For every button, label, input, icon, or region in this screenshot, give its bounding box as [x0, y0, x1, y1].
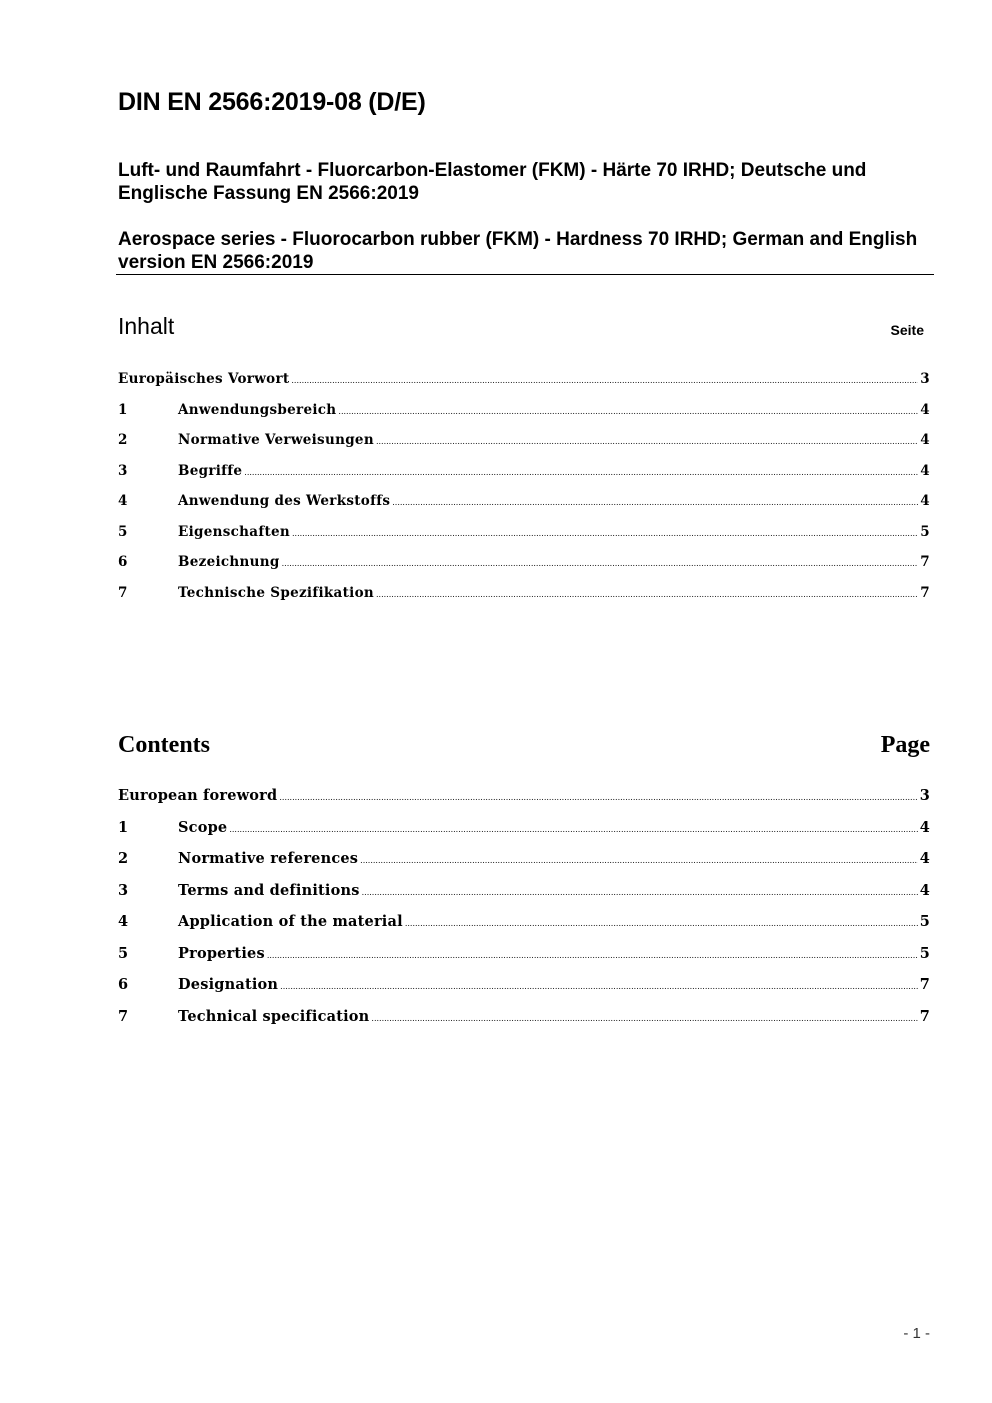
toc-leader-dots — [362, 888, 918, 897]
toc-leader-dots — [229, 825, 917, 834]
toc-leader-dots — [376, 437, 918, 446]
toc-leader-dots — [292, 529, 918, 538]
toc-entry-label: Eigenschaften — [178, 523, 290, 540]
toc-entry-number: 3 — [118, 881, 129, 899]
toc-entry-label: Terms and definitions — [178, 881, 360, 899]
toc-leader-dots — [371, 1014, 917, 1023]
toc-entry[interactable] — [118, 1008, 930, 1040]
toc-entry-page: 4 — [919, 818, 930, 836]
toc-entry-label: Europäisches Vorwort — [118, 371, 290, 387]
toc-entry-page: 5 — [919, 944, 930, 962]
toc-entry-number: 4 — [118, 913, 129, 930]
toc-entry-number: 7 — [118, 1007, 129, 1025]
toc-entry-label: Application of the material — [178, 913, 403, 930]
toc-entry[interactable] — [118, 463, 930, 494]
toc-page-label-english: Page — [880, 732, 930, 758]
toc-entry[interactable] — [118, 432, 930, 463]
toc-entry-page: 7 — [919, 976, 930, 993]
toc-entry-label: Properties — [178, 944, 265, 962]
toc-entry[interactable] — [118, 493, 930, 524]
toc-leader-dots — [244, 468, 918, 477]
toc-entry-number: 5 — [118, 944, 129, 962]
toc-entry[interactable] — [118, 585, 930, 616]
toc-entry[interactable] — [118, 554, 930, 585]
toc-entry-number: 2 — [118, 432, 128, 448]
toc-entry-number: 1 — [118, 401, 128, 418]
toc-entry-label: Technical specification — [178, 1007, 370, 1025]
toc-entry-page: 7 — [920, 554, 930, 570]
toc-entry[interactable] — [118, 371, 930, 402]
toc-entry-page: 7 — [920, 584, 930, 601]
toc-entry-page: 3 — [919, 787, 930, 804]
toc-entry[interactable] — [118, 945, 930, 977]
toc-entry[interactable] — [118, 913, 930, 945]
toc-header-german — [118, 313, 926, 347]
toc-heading-german: Inhalt — [118, 313, 175, 339]
toc-entry[interactable] — [118, 850, 930, 882]
toc-header-english — [118, 732, 930, 766]
toc-entry-page: 3 — [920, 371, 930, 387]
toc-entry-label: Scope — [178, 818, 228, 836]
toc-entry-label: Normative references — [178, 850, 359, 867]
toc-entry-number: 4 — [118, 493, 128, 509]
document-id: DIN EN 2566:2019-08 (D/E) — [118, 88, 426, 116]
toc-list-german — [118, 371, 930, 615]
toc-entry-page: 4 — [919, 881, 930, 899]
toc-list-english — [118, 787, 930, 1039]
toc-leader-dots — [338, 407, 918, 416]
toc-entry-number: 7 — [118, 584, 128, 601]
title-english: Aerospace series - Fluorocarbon rubber (FKM) - Hardness 70 IRHD; German and English version EN 2566:2019 — [118, 229, 918, 273]
toc-leader-dots — [376, 590, 918, 599]
toc-entry-label: Anwendungsbereich — [178, 401, 337, 418]
toc-leader-dots — [279, 793, 917, 802]
toc-leader-dots — [392, 498, 918, 507]
toc-entry[interactable] — [118, 787, 930, 819]
toc-entry-label: European foreword — [118, 787, 278, 804]
toc-entry-page: 5 — [919, 913, 930, 930]
toc-entry-number: 6 — [118, 976, 129, 993]
toc-entry-label: Bezeichnung — [178, 554, 280, 570]
toc-leader-dots — [280, 982, 918, 991]
toc-entry-number: 2 — [118, 850, 129, 867]
toc-entry-page: 4 — [920, 432, 930, 448]
toc-entry-label: Anwendung des Werkstoffs — [178, 493, 391, 509]
toc-entry-page: 4 — [920, 493, 930, 509]
toc-leader-dots — [360, 856, 918, 865]
toc-entry-page: 5 — [920, 523, 930, 540]
toc-entry-label: Begriffe — [178, 462, 243, 479]
toc-entry-label: Normative Verweisungen — [178, 432, 374, 448]
toc-leader-dots — [405, 919, 918, 928]
toc-page-label-german: Seite — [890, 322, 924, 338]
toc-entry[interactable] — [118, 819, 930, 851]
toc-entry-page: 4 — [920, 462, 930, 479]
header-divider — [116, 274, 934, 275]
title-german: Luft- und Raumfahrt - Fluorcarbon-Elastomer (FKM) - Härte 70 IRHD; Deutsche und Englische Fassung EN 2566:2019 — [118, 160, 867, 204]
toc-entry-number: 5 — [118, 523, 128, 540]
toc-entry-label: Designation — [178, 976, 279, 993]
toc-leader-dots — [291, 376, 918, 385]
toc-entry-page: 4 — [919, 850, 930, 867]
toc-entry-page: 7 — [919, 1007, 930, 1025]
toc-entry[interactable] — [118, 882, 930, 914]
toc-leader-dots — [267, 951, 918, 960]
toc-leader-dots — [282, 559, 919, 568]
toc-entry-number: 1 — [118, 818, 129, 836]
toc-entry[interactable] — [118, 524, 930, 555]
toc-heading-english: Contents — [118, 732, 211, 758]
toc-entry-number: 6 — [118, 554, 128, 570]
toc-entry[interactable] — [118, 402, 930, 433]
toc-entry-label: Technische Spezifikation — [178, 584, 374, 601]
toc-entry-page: 4 — [920, 401, 930, 418]
toc-entry[interactable] — [118, 976, 930, 1008]
page-number: - 1 - — [903, 1325, 930, 1342]
toc-entry-number: 3 — [118, 462, 128, 479]
